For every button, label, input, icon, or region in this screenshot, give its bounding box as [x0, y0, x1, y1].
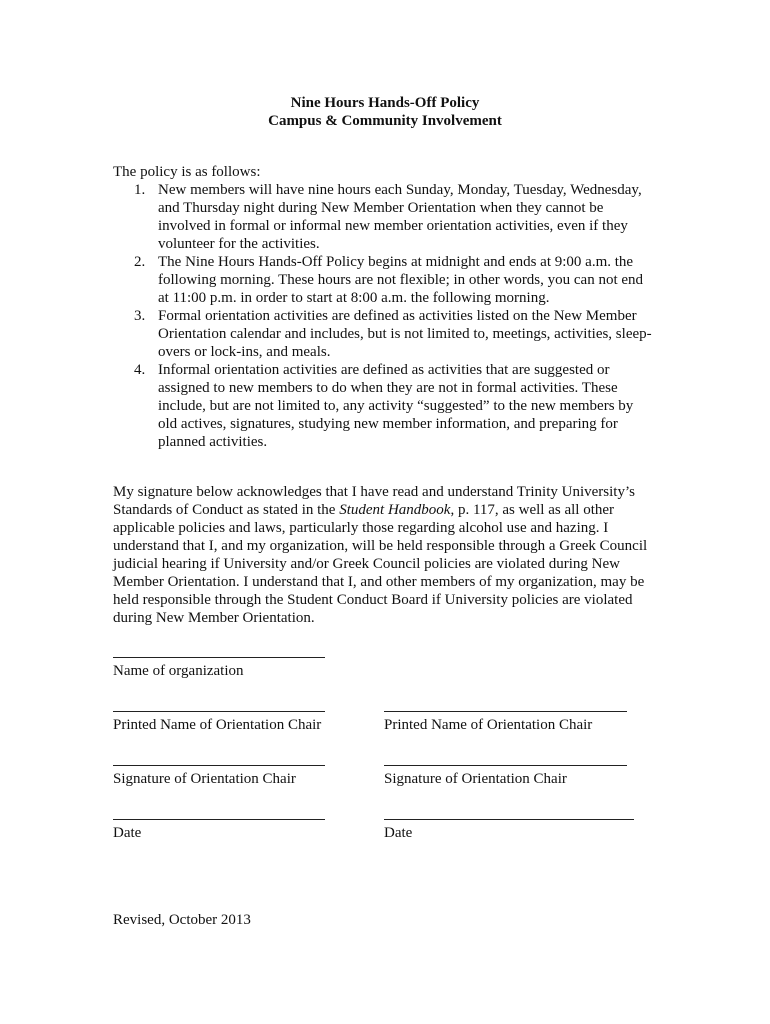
- ack-line: judicial hearing if University and/or Greek Council policies are violated during New: [113, 556, 620, 572]
- printed-name-label-left: Printed Name of Orientation Chair: [113, 717, 322, 733]
- ack-line: applicable policies and laws, particularly those regarding alcohol use and hazing. I: [113, 520, 609, 536]
- revision-date: Revised, October 2013: [113, 912, 251, 928]
- policy-item-line: old actives, signatures, studying new member information, and preparing for: [158, 416, 618, 432]
- policy-item-line: planned activities.: [158, 434, 268, 450]
- policy-item: [113, 181, 673, 253]
- policy-list: [113, 181, 673, 451]
- ack-line: [113, 501, 673, 519]
- document-subtitle: Campus & Community Involvement: [268, 113, 502, 129]
- policy-item-number: 4.: [134, 362, 146, 378]
- policy-item-line: assigned to new members to do when they are not in formal activities. These: [158, 380, 618, 396]
- policy-item-line: New members will have nine hours each Sunday, Monday, Tuesday, Wednesday,: [158, 182, 642, 198]
- ack-line: held responsible through the Student Conduct Board if University policies are violated: [113, 592, 633, 608]
- policy-item: [113, 361, 673, 451]
- ack-line: Member Orientation. I understand that I, and other members of my organization, may be: [113, 574, 645, 590]
- printed-name-line-right[interactable]: [384, 711, 627, 712]
- policy-item-line: Orientation calendar and includes, but is not limited to, meetings, activities, sleep-: [158, 326, 652, 342]
- policy-item-line: following morning. These hours are not flexible; in other words, you can not end: [158, 272, 644, 288]
- policy-item-line: Formal orientation activities are defined as activities listed on the New Member: [158, 308, 637, 324]
- date-label-right: Date: [384, 825, 413, 841]
- date-line-right[interactable]: [384, 819, 634, 820]
- signature-line-right[interactable]: [384, 765, 627, 766]
- policy-item-line: include, but are not limited to, any activity “suggested” to the new members by: [158, 398, 634, 414]
- policy-item-number: 1.: [134, 182, 146, 198]
- organization-name-label: Name of organization: [113, 663, 244, 679]
- student-handbook-title: Student Handbook: [339, 502, 451, 518]
- policy-item-line: The Nine Hours Hands-Off Policy begins at midnight and ends at 9:00 a.m. the: [158, 254, 634, 270]
- policy-intro: The policy is as follows:: [113, 164, 261, 180]
- policy-item-line: overs or lock-ins, and meals.: [158, 344, 331, 360]
- date-line-left[interactable]: [113, 819, 325, 820]
- printed-name-line-left[interactable]: [113, 711, 325, 712]
- date-label-left: Date: [113, 825, 142, 841]
- ack-line: My signature below acknowledges that I have read and understand Trinity University’s: [113, 484, 635, 500]
- document-title: Nine Hours Hands-Off Policy: [290, 95, 480, 111]
- policy-item-line: Informal orientation activities are defined as activities that are suggested or: [158, 362, 610, 378]
- acknowledgement-paragraph: [113, 483, 673, 627]
- signature-line-left[interactable]: [113, 765, 325, 766]
- policy-item: [113, 307, 673, 361]
- signature-label-right: Signature of Orientation Chair: [384, 771, 567, 787]
- policy-item-number: 2.: [134, 254, 146, 270]
- printed-name-label-right: Printed Name of Orientation Chair: [384, 717, 593, 733]
- ack-line: understand that I, and my organization, will be held responsible through a Greek Council: [113, 538, 648, 554]
- ack-line: during New Member Orientation.: [113, 610, 315, 626]
- policy-item-number: 3.: [134, 308, 146, 324]
- policy-item: [113, 253, 673, 307]
- signature-label-left: Signature of Orientation Chair: [113, 771, 296, 787]
- policy-item-line: at 11:00 p.m. in order to start at 8:00 a.m. the following morning.: [158, 290, 550, 306]
- ack-text: Standards of Conduct as stated in the: [113, 502, 340, 518]
- policy-item-line: and Thursday night during New Member Orientation when they cannot be: [158, 200, 604, 216]
- organization-name-line[interactable]: [113, 657, 325, 658]
- policy-item-line: involved in formal or informal new member orientation activities, even if they: [158, 218, 628, 234]
- ack-text: , p. 117, as well as all other: [450, 502, 615, 518]
- policy-item-line: volunteer for the activities.: [158, 236, 320, 252]
